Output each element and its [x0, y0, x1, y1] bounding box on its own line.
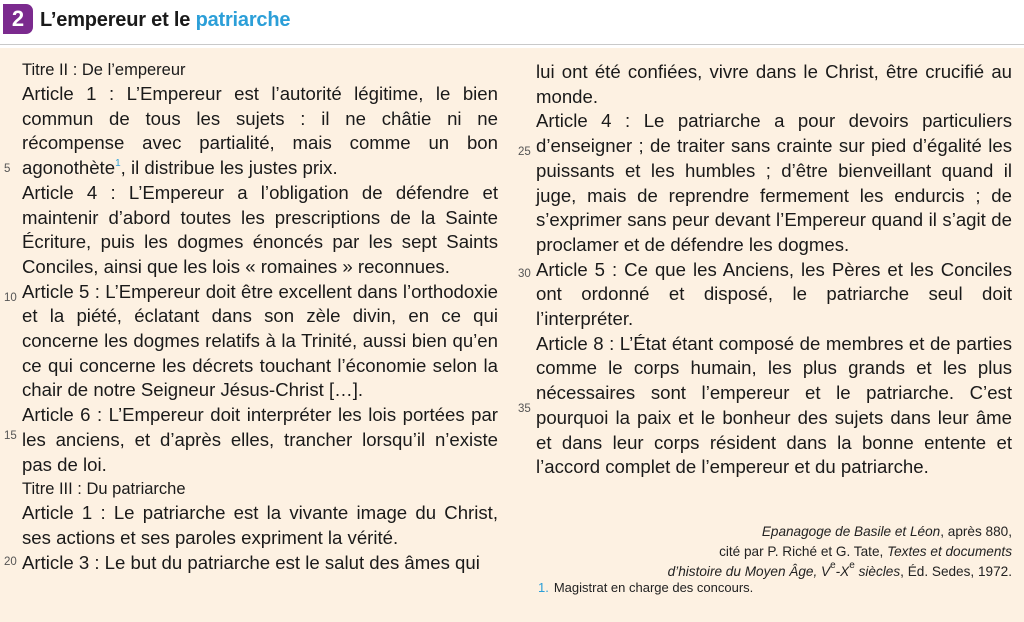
source-book-title-a: Textes et documents: [887, 544, 1012, 559]
source-work-title: Epanagoge de Basile et Léon: [761, 524, 941, 539]
line-number: 25: [518, 146, 531, 158]
source-citation: [560, 522, 1012, 582]
line-number: 5: [4, 163, 11, 175]
source-publisher: , Éd. Sedes, 1972.: [900, 564, 1012, 579]
source-sup: e: [830, 560, 836, 571]
document-header: [0, 0, 1024, 45]
patriarche-article-3-start: Article 3 : Le but du patriarche est le salut des âmes qui: [22, 551, 480, 573]
source-authors: cité par P. Riché et G. Tate,: [719, 544, 888, 559]
empereur-article-5: Article 5 : L’Empereur doit être excellent dans l’orthodoxie et la piété, éclatant dans son zèle divin, en ce qui concerne les dogmes relatifs à la Trinité, aussi bien qu’en ce qui concerne les décrets touchant l’économie selon la chair de notre Seigneur Jésus-Christ […].: [22, 280, 498, 401]
source-book-title-b: d’histoire du Moyen Âge, V: [667, 564, 831, 579]
source-line-1: [560, 522, 1012, 542]
line-number: 15: [4, 430, 17, 442]
source-line-2: [560, 542, 1012, 562]
empereur-article-1-end: , il distribue les justes prix.: [120, 157, 338, 179]
source-line-3: [560, 562, 1012, 582]
section-number-badge: 2: [3, 4, 33, 34]
patriarche-article-5: Article 5 : Ce que les Anciens, les Pères et les Conciles ont ordonné et disposé, le patriarche seul doit l’interpréter.: [536, 258, 1012, 330]
title-plain: L’empereur et le: [40, 9, 196, 31]
footnote-number: 1.: [538, 580, 549, 595]
source-book-title-d: siècles: [854, 564, 901, 579]
line-number: 20: [4, 556, 17, 568]
source-sup: e: [849, 560, 855, 571]
footnote: [538, 580, 753, 595]
titre-iii-heading: Titre III : Du patriarche: [22, 480, 186, 499]
left-column: [22, 58, 498, 575]
titre-ii-heading: Titre II : De l’empereur: [22, 61, 186, 79]
document-title: [40, 7, 290, 33]
empereur-article-1-text: Article 1 : L’Empereur est l’autorité légitime, le bien commun de tous les sujets : il ne châtie ni ne récompense avec partialité, mais comme un bon agonothète: [22, 83, 498, 179]
footnote-text: Magistrat en charge des concours.: [553, 580, 754, 595]
empereur-article-4: Article 4 : L’Empereur a l’obligation de défendre et maintenir d’abord toutes les prescriptions de la Sainte Écriture, puis les dogmes énoncés par les sept Saints Conciles, ainsi que les lois « romaines » reconnues.: [22, 181, 498, 277]
title-accent: patriarche: [195, 9, 291, 31]
source-date: , après 880,: [940, 524, 1012, 539]
patriarche-article-3-end: lui ont été confiées, vivre dans le Christ, être crucifié au monde.: [536, 61, 1012, 107]
patriarche-article-4: Article 4 : Le patriarche a pour devoirs particuliers d’enseigner ; de traiter sans crainte sur pied d’égalité les puissants et les humbles ; d’être bienveillant quand il juge, mais de reprendre fermement les endurcis ; de s’exprimer sans peur devant l’Empereur quand il s’agit de proclamer et de défendre les dogmes.: [536, 110, 1012, 255]
line-number: 10: [4, 292, 17, 304]
line-number: 35: [518, 403, 531, 415]
empereur-article-1: [22, 82, 498, 181]
right-column: [536, 60, 1012, 480]
patriarche-article-1: Article 1 : Le patriarche est la vivante image du Christ, ses actions et ses paroles expriment la vérité.: [22, 502, 498, 548]
footnote-ref: 1: [115, 158, 121, 170]
source-book-title-c: -X: [835, 564, 850, 579]
line-number: 30: [518, 268, 531, 280]
empereur-article-6: Article 6 : L’Empereur doit interpréter les lois portées par les anciens, et d’après elles, trancher lorsqu’il n’existe pas de loi.: [22, 404, 498, 475]
patriarche-article-8: Article 8 : L’État étant composé de membres et de parties comme le corps humain, les plus grands et les plus nécessaires sont l’empereur et le patriarche. C’est pourquoi la paix et le bonheur des sujets dans leur âme et dans leur corps résident dans la bonne entente et l’accord complet de l’empereur et du patriarche.: [536, 332, 1012, 478]
